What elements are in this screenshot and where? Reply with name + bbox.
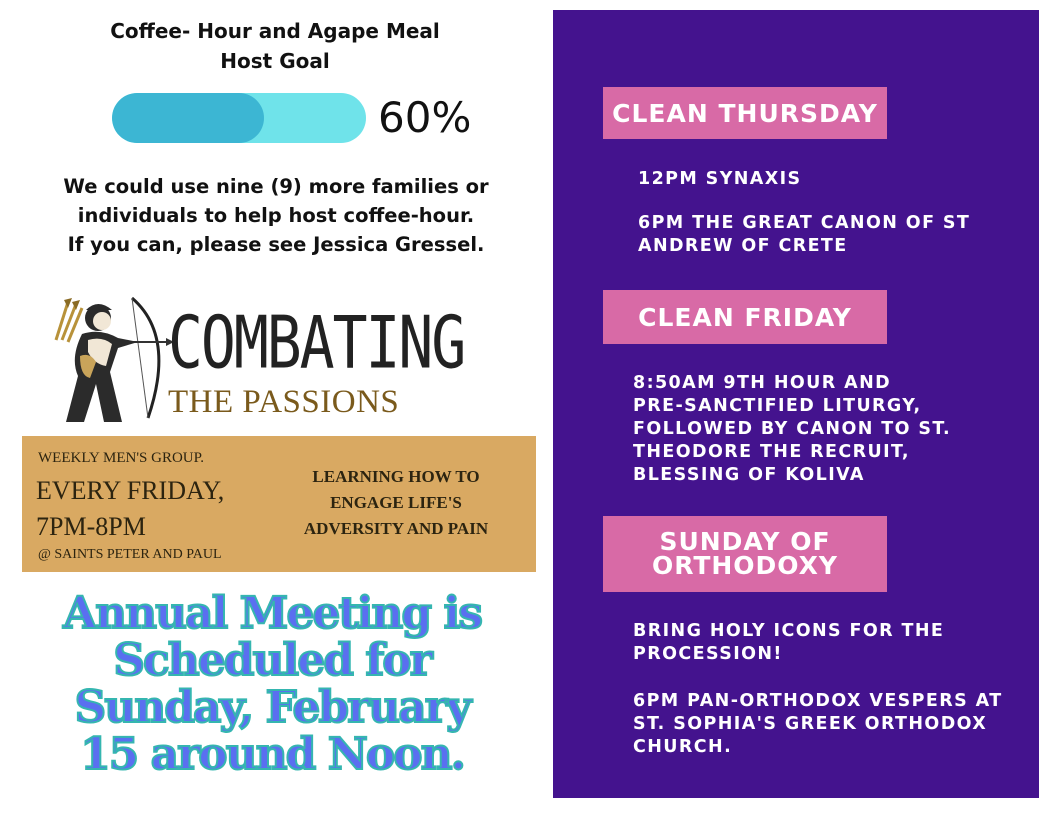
goal-progress-label: 60% <box>378 93 472 142</box>
mens-desc-line1: LEARNING HOW TO <box>312 467 480 486</box>
mens-group-description <box>274 464 518 542</box>
mens-group-box <box>22 436 536 572</box>
mens-group-day: EVERY FRIDAY, <box>36 476 225 505</box>
friday-line1: 8:50AM 9TH HOUR AND <box>633 373 892 393</box>
annual-line4: 15 around Noon. <box>80 729 464 780</box>
need-text-line3: If you can, please see Jessica Gressel. <box>67 233 485 256</box>
sunday-title-line2: ORTHODOXY <box>651 551 839 580</box>
sunday-orthodoxy-badge <box>603 516 887 592</box>
annual-meeting-text <box>40 590 504 778</box>
annual-line3: Sunday, February <box>74 682 470 733</box>
need-text-line1: We could use nine (9) more families or <box>63 175 489 198</box>
thursday-item-synaxis: 12PM SYNAXIS <box>638 169 802 189</box>
sunday-vespers-line1: 6PM PAN-ORTHODOX VESPERS AT <box>633 691 1003 711</box>
goal-title-line1: Coffee- Hour and Agape Meal <box>110 19 440 43</box>
goal-progress-bar <box>112 93 366 143</box>
need-text-line2: individuals to help host coffee-hour. <box>77 204 475 227</box>
logo-word-combating: COMBATING <box>168 299 465 385</box>
thursday-canon-line1: 6PM THE GREAT CANON OF ST <box>638 213 971 233</box>
archer-icon <box>44 292 176 426</box>
friday-items <box>633 372 1013 487</box>
clean-friday-badge: CLEAN FRIDAY <box>603 290 887 344</box>
annual-line1: Annual Meeting is <box>63 588 481 639</box>
friday-line2: PRE-SANCTIFIED LITURGY, <box>633 396 922 416</box>
mens-desc-line3: ADVERSITY AND PAIN <box>303 519 489 538</box>
mens-group-label: WEEKLY MEN'S GROUP. <box>38 450 205 466</box>
mens-desc-line2: ENGAGE LIFE'S <box>330 493 462 512</box>
combating-passions-logo <box>44 292 514 432</box>
sunday-item-vespers <box>633 690 1033 759</box>
clean-thursday-badge: CLEAN THURSDAY <box>603 87 887 139</box>
sunday-icons-line2: PROCESSION! <box>633 644 783 664</box>
sunday-icons-line1: BRING HOLY ICONS FOR THE <box>633 621 945 641</box>
mens-group-location: @ SAINTS PETER AND PAUL <box>38 547 222 562</box>
friday-line3: FOLLOWED BY CANON TO ST. <box>633 419 952 439</box>
goal-title <box>40 16 510 76</box>
goal-progress-fill <box>112 93 264 143</box>
thursday-canon-line2: ANDREW OF CRETE <box>638 236 848 256</box>
need-text <box>20 172 532 259</box>
annual-line2: Scheduled for <box>113 635 431 686</box>
sunday-item-icons <box>633 620 1013 666</box>
friday-line4: THEODORE THE RECRUIT, <box>633 442 910 462</box>
thursday-item-canon <box>638 212 1018 258</box>
sunday-vespers-line2: ST. SOPHIA'S GREEK ORTHODOX <box>633 714 988 734</box>
mens-group-time: 7PM-8PM <box>36 512 146 541</box>
schedule-panel <box>553 10 1039 798</box>
sunday-vespers-line3: CHURCH. <box>633 737 733 757</box>
friday-line5: BLESSING OF KOLIVA <box>633 465 865 485</box>
goal-title-line2: Host Goal <box>220 49 330 73</box>
sunday-title-line1: SUNDAY OF <box>659 527 831 556</box>
logo-word-passions: THE PASSIONS <box>168 384 400 420</box>
